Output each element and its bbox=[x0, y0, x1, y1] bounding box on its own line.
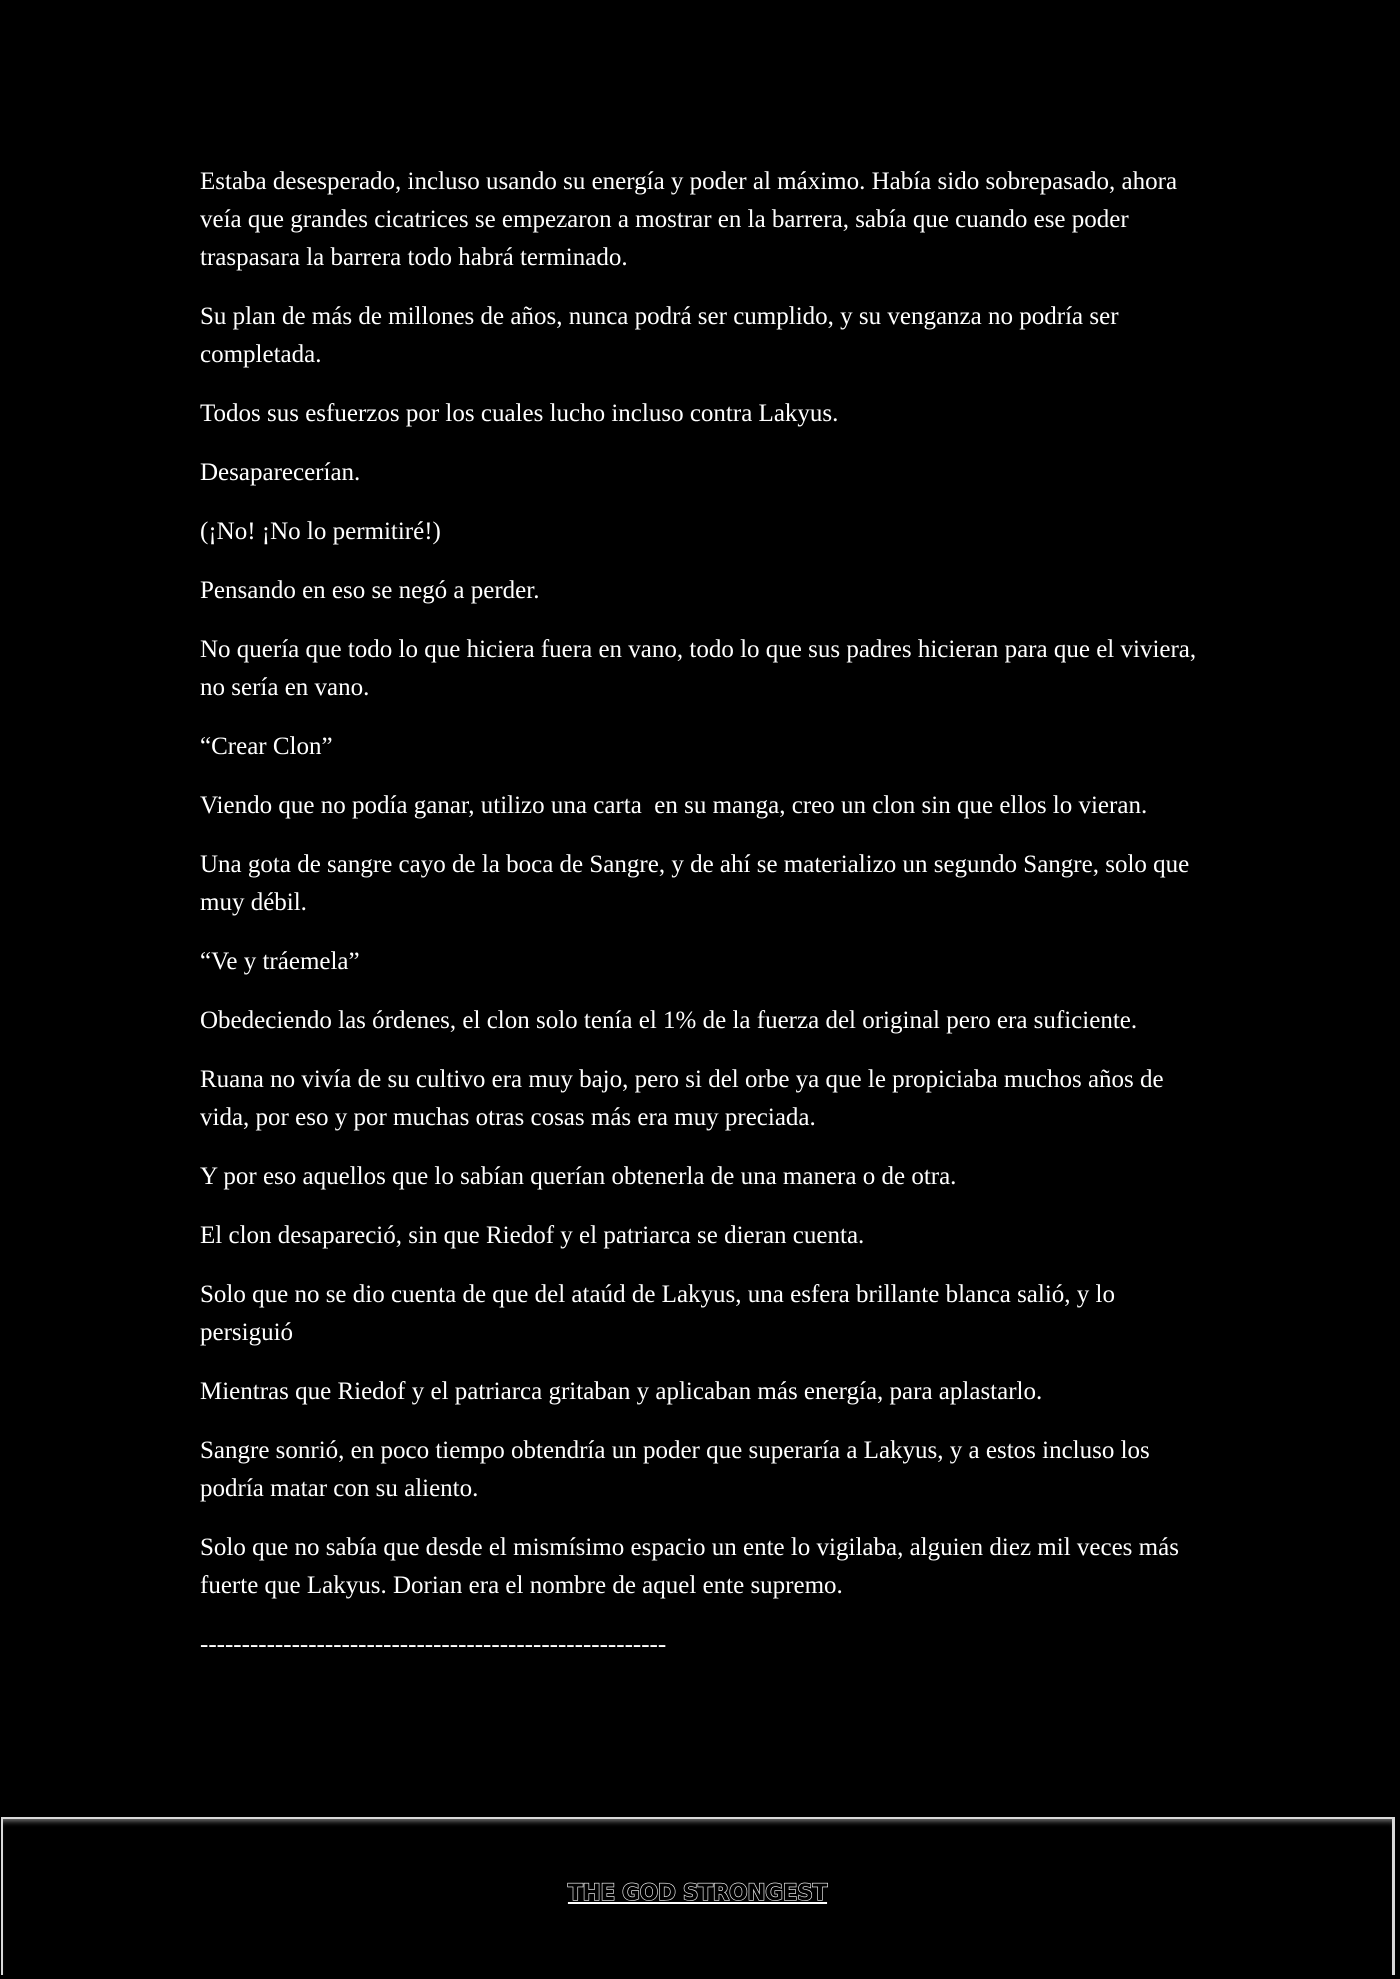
paragraph: “Ve y tráemela” bbox=[200, 948, 360, 975]
footer-title: THE GOD STRONGEST bbox=[567, 1881, 828, 1906]
paragraph: Obedeciendo las órdenes, el clon solo tenía el 1% de la fuerza del original pero era suficiente. bbox=[200, 1007, 1138, 1034]
paragraph: Ruana no vivía de su cultivo era muy bajo, pero si del orbe ya que le propiciaba muchos años de vida, por eso y por muchas otras cosas más era muy preciada. bbox=[200, 1066, 1170, 1131]
paragraph: El clon desapareció, sin que Riedof y el patriarca se dieran cuenta. bbox=[200, 1222, 865, 1249]
paragraph: No quería que todo lo que hiciera fuera en vano, todo lo que sus padres hicieran para que el viviera, no sería en vano. bbox=[200, 636, 1203, 701]
paragraph: Sangre sonrió, en poco tiempo obtendría un poder que superaría a Lakyus, y a estos incluso los podría matar con su aliento. bbox=[200, 1437, 1157, 1502]
paragraph: Viendo que no podía ganar, utilizo una carta en su manga, creo un clon sin que ellos lo vieran. bbox=[200, 792, 1148, 819]
section-separator: -------------------------------------------------------- bbox=[200, 1631, 667, 1658]
footer-banner bbox=[1, 1817, 1395, 1975]
paragraph: (¡No! ¡No lo permitiré!) bbox=[200, 518, 441, 545]
paragraph: “Crear Clon” bbox=[200, 733, 333, 760]
paragraph: Y por eso aquellos que lo sabían querían obtenerla de una manera o de otra. bbox=[200, 1163, 957, 1190]
paragraph: Mientras que Riedof y el patriarca gritaban y aplicaban más energía, para aplastarlo. bbox=[200, 1378, 1043, 1405]
paragraph: Todos sus esfuerzos por los cuales lucho incluso contra Lakyus. bbox=[200, 400, 839, 427]
document-body bbox=[200, 163, 1210, 1664]
paragraph: Solo que no sabía que desde el mismísimo espacio un ente lo vigilaba, alguien diez mil veces más fuerte que Lakyus. Dorian era el nombre de aquel ente supremo. bbox=[200, 1534, 1186, 1599]
paragraph: Una gota de sangre cayo de la boca de Sangre, y de ahí se materializo un segundo Sangre, solo que muy débil. bbox=[200, 851, 1196, 916]
paragraph: Pensando en eso se negó a perder. bbox=[200, 577, 540, 604]
paragraph: Su plan de más de millones de años, nunca podrá ser cumplido, y su venganza no podría ser completada. bbox=[200, 303, 1125, 368]
paragraph: Solo que no se dio cuenta de que del ataúd de Lakyus, una esfera brillante blanca salió, y lo persiguió bbox=[200, 1281, 1122, 1346]
paragraph: Estaba desesperado, incluso usando su energía y poder al máximo. Había sido sobrepasado, ahora veía que grandes cicatrices se empezaron a mostrar en la barrera, sabía que cuando ese poder traspasara la barrera todo habrá terminado. bbox=[200, 168, 1184, 271]
paragraph: Desaparecerían. bbox=[200, 459, 361, 486]
